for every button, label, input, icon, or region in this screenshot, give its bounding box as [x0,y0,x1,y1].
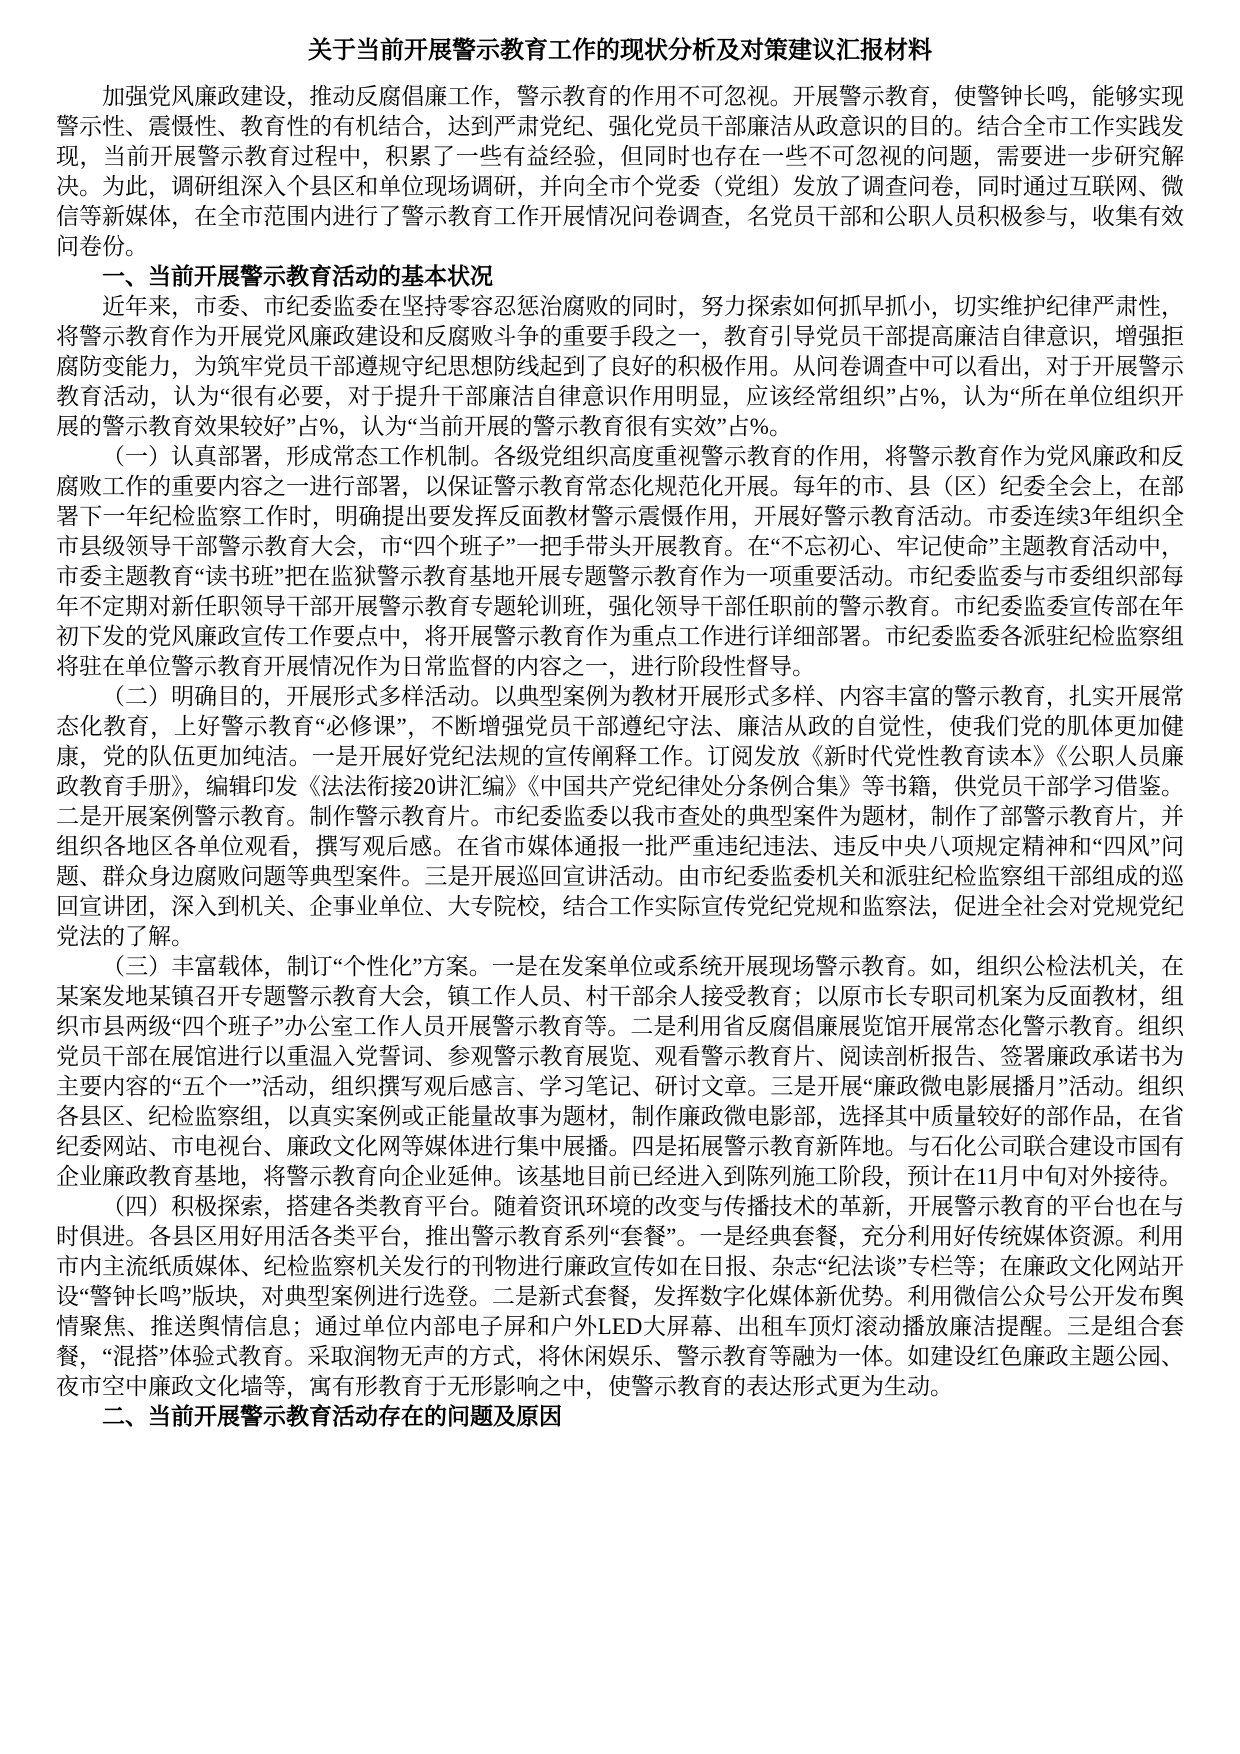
document-body [56,82,1184,1432]
document-paragraph: （二）明确目的，开展形式多样活动。以典型案例为教材开展形式多样、内容丰富的警示教育，扎实开展常态化教育，上好警示教育“必修课”，不断增强党员干部遵纪守法、廉洁从政的自觉性，使我们党的肌体更加健康，党的队伍更加纯洁。一是开展好党纪法规的宣传阐释工作。订阅发放《新时代党性教育读本》《公职人员廉政教育手册》，编辑印发《法法衔接20讲汇编》《中国共产党纪律处分条例合集》等书籍，供党员干部学习借鉴。二是开展案例警示教育。制作警示教育片。市纪委监委以我市查处的典型案件为题材，制作了部警示教育片，并组织各地区各单位观看，撰写观后感。在省市媒体通报一批严重违纪违法、违反中央八项规定精神和“四风”问题、群众身边腐败问题等典型案件。三是开展巡回宣讲活动。由市纪委监委机关和派驻纪检监察组干部组成的巡回宣讲团，深入到机关、企事业单位、大专院校，结合工作实际宣传党纪党规和监察法，促进全社会对党规党纪党法的了解。 [56,684,1184,949]
section-heading: 一、当前开展警示教育活动的基本状况 [102,264,493,289]
section-heading: 二、当前开展警示教育活动存在的问题及原因 [102,1404,562,1429]
document-paragraph: 近年来，市委、市纪委监委在坚持零容忍惩治腐败的同时，努力探索如何抓早抓小，切实维护纪律严肃性，将警示教育作为开展党风廉政建设和反腐败斗争的重要手段之一，教育引导党员干部提高廉洁自律意识，增强拒腐防变能力，为筑牢党员干部遵规守纪思想防线起到了良好的积极作用。从问卷调查中可以看出，对于开展警示教育活动，认为“很有必要，对于提升干部廉洁自律意识作用明显，应该经常组织”占%，认为“所在单位组织开展的警示教育效果较好”占%，认为“当前开展的警示教育很有实效”占%。 [56,294,1184,439]
document-paragraph: （四）积极探索，搭建各类教育平台。随着资讯环境的改变与传播技术的革新，开展警示教育的平台也在与时俱进。各县区用好用活各类平台，推出警示教育系列“套餐”。一是经典套餐，充分利用好传统媒体资源。利用市内主流纸质媒体、纪检监察机关发行的刊物进行廉政宣传如在日报、杂志“纪法谈”专栏等；在廉政文化网站开设“警钟长鸣”版块，对典型案例进行选登。二是新式套餐，发挥数字化媒体新优势。利用微信公众号公开发布舆情聚焦、推送舆情信息；通过单位内部电子屏和户外LED大屏幕、出租车顶灯滚动播放廉洁提醒。三是组合套餐，“混搭”体验式教育。采取润物无声的方式，将休闲娱乐、警示教育等融为一体。如建设红色廉政主题公园、夜市空中廉政文化墙等，寓有形教育于无形影响之中，使警示教育的表达形式更为生动。 [56,1194,1184,1399]
document-paragraph: （三）丰富载体，制订“个性化”方案。一是在发案单位或系统开展现场警示教育。如，组织公检法机关，在某案发地某镇召开专题警示教育大会，镇工作人员、村干部余人接受教育；以原市长专职司机案为反面教材，组织市县两级“四个班子”办公室工作人员开展警示教育等。二是利用省反腐倡廉展览馆开展常态化警示教育。组织党员干部在展馆进行以重温入党誓词、参观警示教育展览、观看警示教育片、阅读剖析报告、签署廉政承诺书为主要内容的“五个一”活动，组织撰写观后感言、学习笔记、研讨文章。三是开展“廉政微电影展播月”活动。组织各县区、纪检监察组，以真实案例或正能量故事为题材，制作廉政微电影部，选择其中质量较好的部作品，在省纪委网站、市电视台、廉政文化网等媒体进行集中展播。四是拓展警示教育新阵地。与石化公司联合建设市国有企业廉政教育基地，将警示教育向企业延伸。该基地目前已经进入到陈列施工阶段，预计在11月中旬对外接待。 [56,954,1184,1189]
document-title: 关于当前开展警示教育工作的现状分析及对策建议汇报材料 [308,38,932,64]
document-paragraph: （一）认真部署，形成常态工作机制。各级党组织高度重视警示教育的作用，将警示教育作为党风廉政和反腐败工作的重要内容之一进行部署，以保证警示教育常态化规范化开展。每年的市、县（区）纪委全会上，在部署下一年纪检监察工作时，明确提出要发挥反面教材警示震慑作用，开展好警示教育活动。市委连续3年组织全市县级领导干部警示教育大会，市“四个班子”一把手带头开展教育。在“不忘初心、牢记使命”主题教育活动中，市委主题教育“读书班”把在监狱警示教育基地开展专题警示教育作为一项重要活动。市纪委监委与市委组织部每年不定期对新任职领导干部开展警示教育专题轮训班，强化领导干部任职前的警示教育。市纪委监委宣传部在年初下发的党风廉政宣传工作要点中，将开展警示教育作为重点工作进行详细部署。市纪委监委各派驻纪检监察组将驻在单位警示教育开展情况作为日常监督的内容之一，进行阶段性督导。 [56,444,1184,679]
document-paragraph: 加强党风廉政建设，推动反腐倡廉工作，警示教育的作用不可忽视。开展警示教育，使警钟长鸣，能够实现警示性、震慑性、教育性的有机结合，达到严肃党纪、强化党员干部廉洁从政意识的目的。结合全市工作实践发现，当前开展警示教育过程中，积累了一些有益经验，但同时也存在一些不可忽视的问题，需要进一步研究解决。为此，调研组深入个县区和单位现场调研，并向全市个党委（党组）发放了调查问卷，同时通过互联网、微信等新媒体，在全市范围内进行了警示教育工作开展情况问卷调查，名党员干部和公职人员积极参与，收集有效问卷份。 [56,84,1184,259]
